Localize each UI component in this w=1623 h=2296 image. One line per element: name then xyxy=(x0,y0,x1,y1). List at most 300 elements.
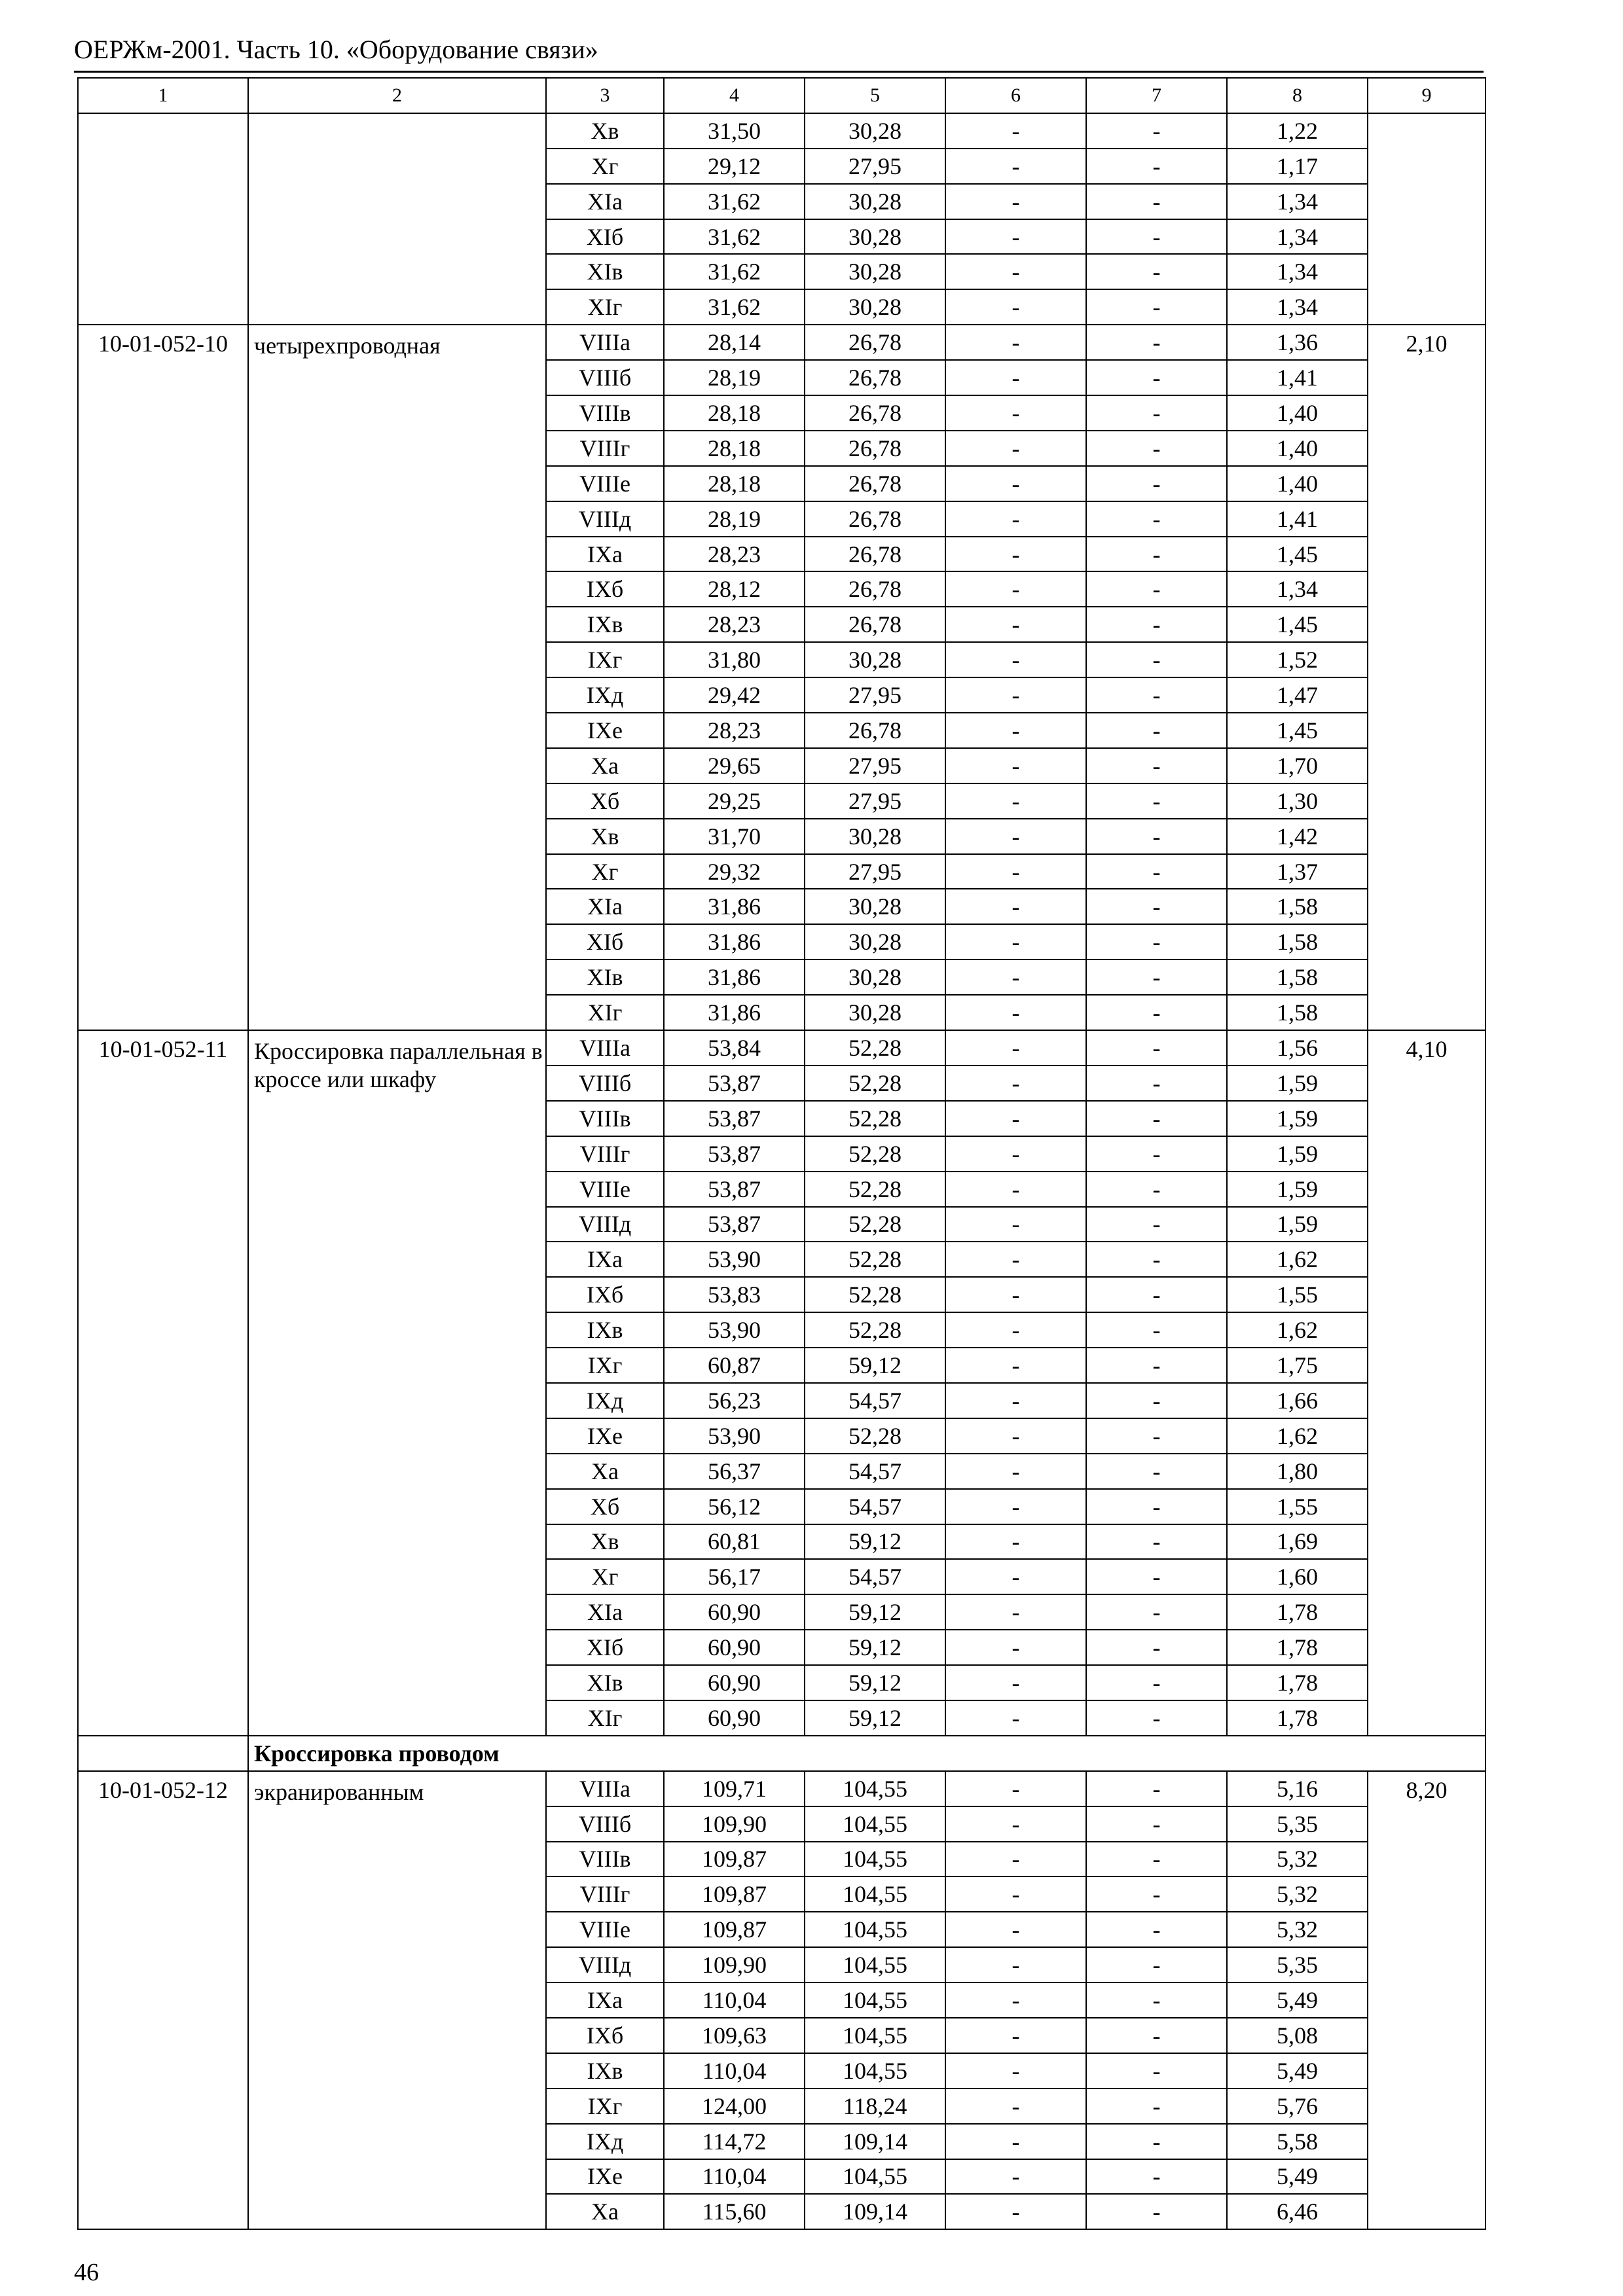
value-cell-col8: 5,49 xyxy=(1227,2053,1368,2089)
value-cell-col3: Xа xyxy=(546,748,664,783)
value-cell-col4: 110,04 xyxy=(664,2159,805,2195)
value-cell-col3: VIIIв xyxy=(546,1101,664,1136)
value-cell-col3: Xг xyxy=(546,1559,664,1594)
value-cell-col7: - xyxy=(1086,1136,1227,1172)
value-cell-col5: 27,95 xyxy=(805,783,945,819)
value-cell-col4: 28,23 xyxy=(664,607,805,642)
value-cell-col5: 30,28 xyxy=(805,113,945,149)
value-cell-col6: - xyxy=(945,889,1086,924)
value-cell-col7: - xyxy=(1086,149,1227,184)
value-cell-col7: - xyxy=(1086,537,1227,572)
value-cell-col6: - xyxy=(945,713,1086,748)
value-cell-col3: VIIIб xyxy=(546,1806,664,1842)
value-cell-col3: IXе xyxy=(546,1418,664,1454)
value-cell-col7: - xyxy=(1086,2018,1227,2053)
value-cell-col4: 109,90 xyxy=(664,1947,805,1982)
value-cell-col4: 28,23 xyxy=(664,537,805,572)
value-cell-col8: 1,58 xyxy=(1227,995,1368,1030)
rate-code-cell: 10-01-052-10 xyxy=(78,325,248,1030)
value-cell-col6: - xyxy=(945,1700,1086,1736)
value-cell-col8: 1,59 xyxy=(1227,1136,1368,1172)
value-cell-col6: - xyxy=(945,1771,1086,1806)
value-cell-col7: - xyxy=(1086,466,1227,501)
value-cell-col6: - xyxy=(945,819,1086,854)
value-cell-col3: IXе xyxy=(546,2159,664,2195)
value-cell-col6: - xyxy=(945,1207,1086,1242)
value-cell-col7: - xyxy=(1086,607,1227,642)
value-cell-col6: - xyxy=(945,1876,1086,1912)
value-cell-col6: - xyxy=(945,1947,1086,1982)
value-cell-col5: 104,55 xyxy=(805,2053,945,2089)
value-cell-col7: - xyxy=(1086,960,1227,995)
value-cell-col4: 28,18 xyxy=(664,431,805,466)
value-cell-col3: IXг xyxy=(546,642,664,677)
value-cell-col5: 26,78 xyxy=(805,713,945,748)
value-cell-col7: - xyxy=(1086,1277,1227,1312)
value-cell-col8: 1,75 xyxy=(1227,1348,1368,1383)
value-cell-col5: 54,57 xyxy=(805,1383,945,1418)
value-cell-col7: - xyxy=(1086,1066,1227,1101)
value-cell-col5: 30,28 xyxy=(805,995,945,1030)
value-cell-col3: Xв xyxy=(546,113,664,149)
value-cell-col4: 53,84 xyxy=(664,1030,805,1066)
value-cell-col8: 5,58 xyxy=(1227,2124,1368,2159)
value-cell-col3: VIIIд xyxy=(546,1947,664,1982)
value-cell-col7: - xyxy=(1086,1489,1227,1524)
value-cell-col7: - xyxy=(1086,995,1227,1030)
value-cell-col6: - xyxy=(945,254,1086,289)
value-cell-col5: 104,55 xyxy=(805,1912,945,1947)
value-cell-col8: 1,45 xyxy=(1227,607,1368,642)
value-cell-col6: - xyxy=(945,2089,1086,2124)
value-cell-col5: 30,28 xyxy=(805,819,945,854)
page-header-title: ОЕРЖм-2001. Часть 10. «Оборудование связи» xyxy=(74,35,598,64)
value-cell-col8: 1,22 xyxy=(1227,113,1368,149)
value-cell-col8: 1,80 xyxy=(1227,1454,1368,1489)
value-cell-col5: 26,78 xyxy=(805,395,945,431)
value-cell-col6: - xyxy=(945,1242,1086,1277)
value-cell-col4: 53,87 xyxy=(664,1066,805,1101)
value-cell-col3: XIа xyxy=(546,184,664,219)
value-cell-col6: - xyxy=(945,149,1086,184)
value-cell-col6: - xyxy=(945,1912,1086,1947)
value-cell-col8: 1,34 xyxy=(1227,219,1368,255)
value-cell-col4: 31,70 xyxy=(664,819,805,854)
value-cell-col5: 118,24 xyxy=(805,2089,945,2124)
value-cell-col5: 104,55 xyxy=(805,1982,945,2018)
value-cell-col3: IXа xyxy=(546,1242,664,1277)
value-cell-col8: 5,35 xyxy=(1227,1947,1368,1982)
value-cell-col3: Xв xyxy=(546,819,664,854)
value-cell-col6: - xyxy=(945,854,1086,889)
value-cell-col5: 26,78 xyxy=(805,607,945,642)
value-cell-col4: 109,71 xyxy=(664,1771,805,1806)
value-cell-col4: 109,90 xyxy=(664,1806,805,1842)
value-cell-col7: - xyxy=(1086,1630,1227,1665)
value-cell-col6: - xyxy=(945,113,1086,149)
value-cell-col6: - xyxy=(945,431,1086,466)
value-cell-col6: - xyxy=(945,677,1086,713)
value-cell-col6: - xyxy=(945,571,1086,607)
value-cell-col5: 59,12 xyxy=(805,1665,945,1700)
value-cell-col5: 30,28 xyxy=(805,184,945,219)
value-cell-col3: VIIIб xyxy=(546,360,664,395)
value-cell-col5: 27,95 xyxy=(805,854,945,889)
value-cell-col7: - xyxy=(1086,219,1227,255)
column-number-row xyxy=(78,78,1486,113)
value-cell-col5: 30,28 xyxy=(805,219,945,255)
value-cell-col7: - xyxy=(1086,501,1227,537)
value-cell-col8: 1,59 xyxy=(1227,1066,1368,1101)
value-cell-col4: 31,62 xyxy=(664,254,805,289)
value-cell-col6: - xyxy=(945,1489,1086,1524)
value-cell-col7: - xyxy=(1086,1771,1227,1806)
value-cell-col8: 5,35 xyxy=(1227,1806,1368,1842)
value-cell-col6: - xyxy=(945,924,1086,960)
value-cell-col4: 53,87 xyxy=(664,1207,805,1242)
value-cell-col7: - xyxy=(1086,1030,1227,1066)
value-cell-col6: - xyxy=(945,1383,1086,1418)
value-cell-col5: 52,28 xyxy=(805,1030,945,1066)
value-cell-col8: 1,62 xyxy=(1227,1418,1368,1454)
value-cell-col7: - xyxy=(1086,1876,1227,1912)
value-cell-col3: IXа xyxy=(546,1982,664,2018)
value-cell-col3: Xб xyxy=(546,1489,664,1524)
value-cell-col8: 1,41 xyxy=(1227,360,1368,395)
value-cell-col3: VIIIе xyxy=(546,466,664,501)
value-cell-col5: 104,55 xyxy=(805,1771,945,1806)
value-cell-col6: - xyxy=(945,607,1086,642)
value-cell-col7: - xyxy=(1086,1312,1227,1348)
table-row xyxy=(78,1030,1486,1066)
value-cell-col3: IXв xyxy=(546,1312,664,1348)
value-cell-col7: - xyxy=(1086,1207,1227,1242)
value-cell-col8: 1,60 xyxy=(1227,1559,1368,1594)
value-cell-col7: - xyxy=(1086,1348,1227,1383)
value-cell-col6: - xyxy=(945,2124,1086,2159)
value-cell-col8: 5,08 xyxy=(1227,2018,1368,2053)
value-cell-col4: 28,18 xyxy=(664,466,805,501)
value-cell-col7: - xyxy=(1086,431,1227,466)
value-cell-col5: 104,55 xyxy=(805,1876,945,1912)
value-cell-col4: 31,86 xyxy=(664,960,805,995)
value-cell-col4: 60,81 xyxy=(664,1524,805,1560)
value-cell-col4: 56,12 xyxy=(664,1489,805,1524)
value-cell-col7: - xyxy=(1086,360,1227,395)
value-cell-col4: 29,12 xyxy=(664,149,805,184)
value-cell-col5: 30,28 xyxy=(805,889,945,924)
value-cell-col5: 26,78 xyxy=(805,431,945,466)
column-number-cell: 2 xyxy=(248,78,546,113)
value-cell-col7: - xyxy=(1086,2053,1227,2089)
value-cell-col8: 1,36 xyxy=(1227,325,1368,360)
value-cell-col8: 1,34 xyxy=(1227,184,1368,219)
value-cell-col7: - xyxy=(1086,289,1227,325)
value-cell-col6: - xyxy=(945,219,1086,255)
value-cell-col8: 1,37 xyxy=(1227,854,1368,889)
value-cell-col6: - xyxy=(945,289,1086,325)
value-cell-col3: VIIIг xyxy=(546,431,664,466)
value-cell-col7: - xyxy=(1086,1172,1227,1207)
value-cell-col5: 52,28 xyxy=(805,1207,945,1242)
value-cell-col7: - xyxy=(1086,1242,1227,1277)
rate-code-cell: 10-01-052-11 xyxy=(78,1030,248,1736)
value-cell-col7: - xyxy=(1086,1418,1227,1454)
value-cell-col3: XIг xyxy=(546,995,664,1030)
value-cell-col6: - xyxy=(945,2018,1086,2053)
work-name-cell xyxy=(248,113,546,325)
value-cell-col5: 26,78 xyxy=(805,571,945,607)
value-cell-col7: - xyxy=(1086,395,1227,431)
work-name-cell: четырехпроводная xyxy=(248,325,546,1030)
value-cell-col7: - xyxy=(1086,1665,1227,1700)
value-cell-col7: - xyxy=(1086,325,1227,360)
value-cell-col7: - xyxy=(1086,1947,1227,1982)
value-cell-col5: 27,95 xyxy=(805,677,945,713)
value-cell-col5: 54,57 xyxy=(805,1454,945,1489)
value-cell-col5: 104,55 xyxy=(805,1806,945,1842)
value-cell-col3: IXе xyxy=(546,713,664,748)
value-cell-col6: - xyxy=(945,1842,1086,1877)
value-cell-col4: 109,87 xyxy=(664,1842,805,1877)
header-rule xyxy=(74,71,1484,73)
value-cell-col3: IXв xyxy=(546,2053,664,2089)
column-number-cell: 9 xyxy=(1368,78,1486,113)
value-cell-col4: 56,23 xyxy=(664,1383,805,1418)
value-cell-col4: 53,90 xyxy=(664,1312,805,1348)
value-cell-col4: 31,86 xyxy=(664,889,805,924)
column-number-cell: 5 xyxy=(805,78,945,113)
value-cell-col8: 1,59 xyxy=(1227,1172,1368,1207)
value-cell-col5: 104,55 xyxy=(805,1947,945,1982)
value-cell-col8: 1,78 xyxy=(1227,1594,1368,1630)
value-cell-col4: 28,19 xyxy=(664,360,805,395)
value-cell-col3: XIв xyxy=(546,254,664,289)
value-cell-col4: 53,90 xyxy=(664,1242,805,1277)
value-cell-col5: 52,28 xyxy=(805,1418,945,1454)
value-cell-col4: 29,32 xyxy=(664,854,805,889)
value-cell-col3: IXг xyxy=(546,2089,664,2124)
value-cell-col8: 1,78 xyxy=(1227,1700,1368,1736)
section-heading-spacer xyxy=(78,1736,248,1771)
value-cell-col5: 26,78 xyxy=(805,325,945,360)
value-cell-col5: 30,28 xyxy=(805,960,945,995)
value-cell-col5: 109,14 xyxy=(805,2124,945,2159)
value-cell-col3: IXб xyxy=(546,571,664,607)
value-cell-col4: 109,87 xyxy=(664,1876,805,1912)
value-cell-col6: - xyxy=(945,1665,1086,1700)
value-cell-col8: 1,62 xyxy=(1227,1242,1368,1277)
value-cell-col3: Xв xyxy=(546,1524,664,1560)
col9-value-cell: 8,20 xyxy=(1368,1771,1486,2230)
value-cell-col6: - xyxy=(945,1594,1086,1630)
value-cell-col4: 53,90 xyxy=(664,1418,805,1454)
value-cell-col6: - xyxy=(945,1806,1086,1842)
value-cell-col3: Xг xyxy=(546,854,664,889)
value-cell-col6: - xyxy=(945,537,1086,572)
value-cell-col6: - xyxy=(945,1101,1086,1136)
value-cell-col5: 52,28 xyxy=(805,1312,945,1348)
value-cell-col5: 52,28 xyxy=(805,1277,945,1312)
value-cell-col4: 29,65 xyxy=(664,748,805,783)
work-name-cell: Кроссировка параллельная в кроссе или шкафу xyxy=(248,1030,546,1736)
value-cell-col4: 53,87 xyxy=(664,1101,805,1136)
value-cell-col4: 114,72 xyxy=(664,2124,805,2159)
value-cell-col7: - xyxy=(1086,924,1227,960)
value-cell-col5: 59,12 xyxy=(805,1594,945,1630)
value-cell-col8: 5,76 xyxy=(1227,2089,1368,2124)
value-cell-col8: 1,62 xyxy=(1227,1312,1368,1348)
value-cell-col6: - xyxy=(945,1277,1086,1312)
value-cell-col8: 6,46 xyxy=(1227,2194,1368,2229)
value-cell-col8: 1,55 xyxy=(1227,1489,1368,1524)
value-cell-col8: 1,58 xyxy=(1227,924,1368,960)
value-cell-col3: VIIIв xyxy=(546,395,664,431)
value-cell-col6: - xyxy=(945,1454,1086,1489)
value-cell-col8: 1,41 xyxy=(1227,501,1368,537)
value-cell-col5: 26,78 xyxy=(805,537,945,572)
value-cell-col6: - xyxy=(945,1348,1086,1383)
value-cell-col5: 52,28 xyxy=(805,1101,945,1136)
table-row xyxy=(78,113,1486,149)
value-cell-col6: - xyxy=(945,995,1086,1030)
value-cell-col5: 52,28 xyxy=(805,1172,945,1207)
value-cell-col5: 30,28 xyxy=(805,642,945,677)
value-cell-col5: 104,55 xyxy=(805,2159,945,2195)
value-cell-col8: 1,34 xyxy=(1227,571,1368,607)
value-cell-col7: - xyxy=(1086,783,1227,819)
rate-code-cell: 10-01-052-12 xyxy=(78,1771,248,2230)
value-cell-col6: - xyxy=(945,325,1086,360)
value-cell-col3: XIг xyxy=(546,289,664,325)
value-cell-col3: VIIIа xyxy=(546,1030,664,1066)
value-cell-col7: - xyxy=(1086,748,1227,783)
value-cell-col5: 109,14 xyxy=(805,2194,945,2229)
value-cell-col8: 1,59 xyxy=(1227,1101,1368,1136)
value-cell-col4: 28,12 xyxy=(664,571,805,607)
column-number-cell: 3 xyxy=(546,78,664,113)
value-cell-col5: 52,28 xyxy=(805,1242,945,1277)
value-cell-col7: - xyxy=(1086,1454,1227,1489)
value-cell-col4: 31,50 xyxy=(664,113,805,149)
value-cell-col8: 1,69 xyxy=(1227,1524,1368,1560)
column-number-cell: 8 xyxy=(1227,78,1368,113)
value-cell-col3: IXг xyxy=(546,1348,664,1383)
value-cell-col3: XIб xyxy=(546,924,664,960)
value-cell-col4: 110,04 xyxy=(664,1982,805,2018)
value-cell-col4: 31,86 xyxy=(664,995,805,1030)
value-cell-col7: - xyxy=(1086,571,1227,607)
value-cell-col4: 110,04 xyxy=(664,2053,805,2089)
value-cell-col3: IXб xyxy=(546,2018,664,2053)
value-cell-col7: - xyxy=(1086,254,1227,289)
value-cell-col8: 1,40 xyxy=(1227,395,1368,431)
value-cell-col8: 5,16 xyxy=(1227,1771,1368,1806)
value-cell-col3: VIIIд xyxy=(546,1207,664,1242)
value-cell-col8: 1,47 xyxy=(1227,677,1368,713)
value-cell-col4: 31,86 xyxy=(664,924,805,960)
value-cell-col5: 27,95 xyxy=(805,149,945,184)
value-cell-col5: 59,12 xyxy=(805,1524,945,1560)
value-cell-col3: VIIIб xyxy=(546,1066,664,1101)
value-cell-col6: - xyxy=(945,1172,1086,1207)
column-number-cell: 6 xyxy=(945,78,1086,113)
value-cell-col5: 52,28 xyxy=(805,1066,945,1101)
rate-code-cell xyxy=(78,113,248,325)
value-cell-col5: 26,78 xyxy=(805,466,945,501)
value-cell-col7: - xyxy=(1086,1842,1227,1877)
value-cell-col7: - xyxy=(1086,1524,1227,1560)
value-cell-col6: - xyxy=(945,1066,1086,1101)
value-cell-col8: 1,40 xyxy=(1227,431,1368,466)
value-cell-col5: 52,28 xyxy=(805,1136,945,1172)
value-cell-col3: VIIIа xyxy=(546,325,664,360)
work-name-cell: экранированным xyxy=(248,1771,546,2230)
value-cell-col7: - xyxy=(1086,2089,1227,2124)
value-cell-col6: - xyxy=(945,783,1086,819)
value-cell-col8: 5,32 xyxy=(1227,1912,1368,1947)
value-cell-col6: - xyxy=(945,395,1086,431)
value-cell-col3: VIIIе xyxy=(546,1912,664,1947)
value-cell-col6: - xyxy=(945,1630,1086,1665)
value-cell-col4: 28,18 xyxy=(664,395,805,431)
value-cell-col5: 104,55 xyxy=(805,2018,945,2053)
value-cell-col3: Xг xyxy=(546,149,664,184)
value-cell-col4: 56,17 xyxy=(664,1559,805,1594)
value-cell-col3: IXб xyxy=(546,1277,664,1312)
value-cell-col6: - xyxy=(945,1982,1086,2018)
value-cell-col8: 1,34 xyxy=(1227,254,1368,289)
value-cell-col6: - xyxy=(945,360,1086,395)
value-cell-col8: 1,17 xyxy=(1227,149,1368,184)
value-cell-col3: IXд xyxy=(546,1383,664,1418)
value-cell-col6: - xyxy=(945,2159,1086,2195)
value-cell-col4: 29,42 xyxy=(664,677,805,713)
value-cell-col7: - xyxy=(1086,642,1227,677)
value-cell-col4: 60,90 xyxy=(664,1594,805,1630)
value-cell-col6: - xyxy=(945,960,1086,995)
value-cell-col8: 1,52 xyxy=(1227,642,1368,677)
value-cell-col3: VIIIв xyxy=(546,1842,664,1877)
value-cell-col7: - xyxy=(1086,1383,1227,1418)
value-cell-col7: - xyxy=(1086,819,1227,854)
table-row xyxy=(78,1771,1486,1806)
value-cell-col3: IXв xyxy=(546,607,664,642)
value-cell-col6: - xyxy=(945,501,1086,537)
value-cell-col6: - xyxy=(945,1312,1086,1348)
column-number-cell: 7 xyxy=(1086,78,1227,113)
value-cell-col6: - xyxy=(945,466,1086,501)
value-cell-col5: 59,12 xyxy=(805,1700,945,1736)
rates-table-container xyxy=(77,77,1486,2230)
value-cell-col4: 60,90 xyxy=(664,1665,805,1700)
value-cell-col4: 56,37 xyxy=(664,1454,805,1489)
value-cell-col7: - xyxy=(1086,1700,1227,1736)
value-cell-col7: - xyxy=(1086,1912,1227,1947)
value-cell-col4: 31,62 xyxy=(664,289,805,325)
value-cell-col8: 5,49 xyxy=(1227,1982,1368,2018)
section-heading: Кроссировка проводом xyxy=(248,1736,1486,1771)
value-cell-col3: XIб xyxy=(546,1630,664,1665)
value-cell-col7: - xyxy=(1086,677,1227,713)
value-cell-col3: XIв xyxy=(546,960,664,995)
value-cell-col4: 29,25 xyxy=(664,783,805,819)
value-cell-col4: 60,87 xyxy=(664,1348,805,1383)
value-cell-col3: VIIIд xyxy=(546,501,664,537)
value-cell-col5: 30,28 xyxy=(805,924,945,960)
column-number-cell: 1 xyxy=(78,78,248,113)
value-cell-col3: VIIIг xyxy=(546,1876,664,1912)
